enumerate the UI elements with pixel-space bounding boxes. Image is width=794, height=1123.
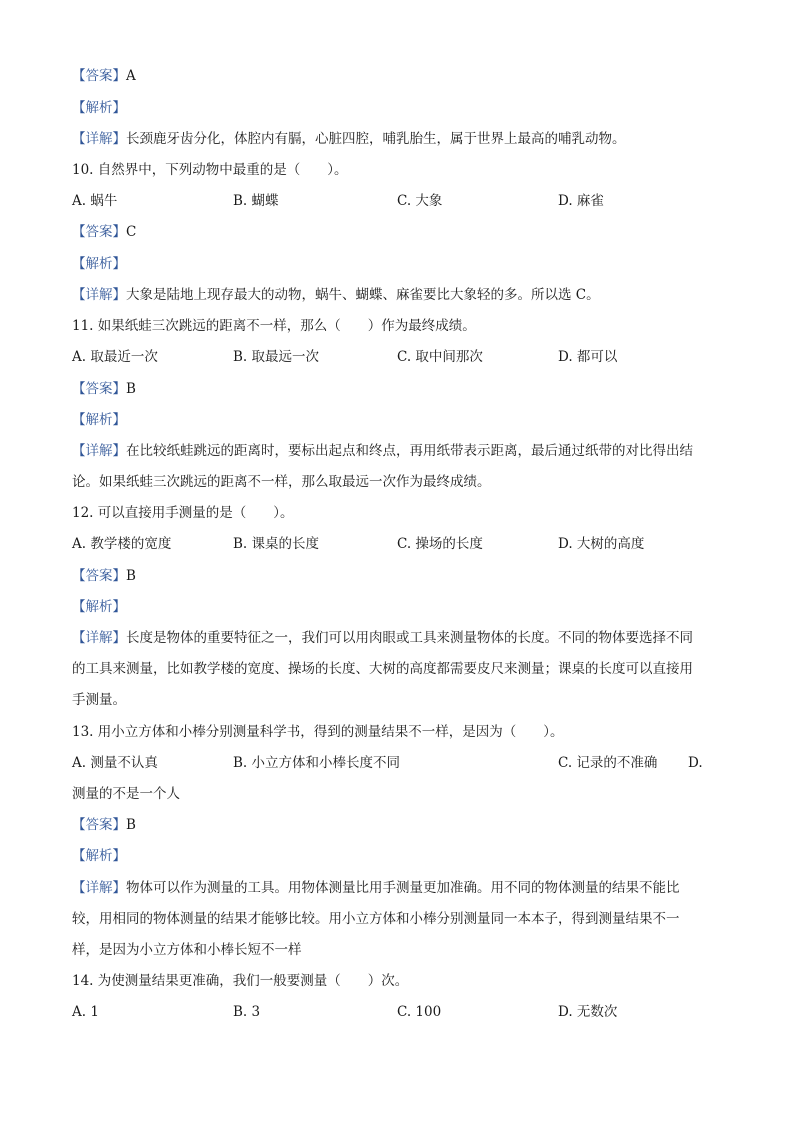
answer-label: 【答案】: [72, 224, 126, 240]
answer-label: 【答案】: [72, 381, 126, 397]
option-d: D. 麻雀: [558, 193, 604, 209]
detail-label: 【详解】: [72, 287, 126, 303]
option-d: D. 都可以: [558, 349, 618, 365]
option-a: A. 1: [72, 1004, 99, 1020]
analysis-label-q11: 【解析】: [72, 412, 126, 428]
question-13: 13. 用小立方体和小棒分别测量科学书，得到的测量结果不一样，是因为（ ）。: [72, 724, 564, 740]
question-12: 12. 可以直接用手测量的是（ ）。: [72, 505, 294, 521]
option-b: B. 课桌的长度: [233, 536, 320, 552]
option-b: B. 取最远一次: [233, 349, 320, 365]
answer-line-q13: [72, 815, 136, 835]
answer-value: B: [126, 817, 136, 833]
option-b: B. 3: [233, 1004, 261, 1020]
option-d: D.: [688, 755, 703, 771]
answer-value: B: [126, 381, 136, 397]
detail-text: 长度是物体的重要特征之一，我们可以用肉眼或工具来测量物体的长度。不同的物体要选择不同: [126, 630, 693, 646]
detail-line-q9: [72, 129, 626, 149]
answer-label: 【答案】: [72, 817, 126, 833]
option-d-text: 测量的不是一个人: [72, 786, 180, 802]
detail-label: 【详解】: [72, 630, 126, 646]
question-14: 14. 为使测量结果更准确，我们一般要测量（ ）次。: [72, 973, 409, 989]
answer-line-q12: [72, 566, 136, 586]
detail-line-q12: [72, 628, 693, 648]
analysis-label-q12: 【解析】: [72, 599, 126, 615]
analysis-label-q13: 【解析】: [72, 848, 126, 864]
answer-value: B: [126, 568, 136, 584]
option-d: D. 大树的高度: [558, 536, 645, 552]
detail-text-continued: 样，是因为小立方体和小棒长短不一样: [72, 942, 302, 958]
detail-text: 长颈鹿牙齿分化，体腔内有膈，心脏四腔，哺乳胎生，属于世界上最高的哺乳动物。: [126, 131, 626, 147]
detail-text-continued: 较，用相同的物体测量的结果才能够比较。用小立方体和小棒分别测量同一本本子，得到测量结果不一: [72, 911, 680, 927]
option-a: A. 蜗牛: [72, 193, 118, 209]
detail-line-q13: [72, 878, 680, 898]
detail-text: 物体可以作为测量的工具。用物体测量比用手测量更加准确。用不同的物体测量的结果不能比: [126, 880, 680, 896]
option-a: A. 测量不认真: [72, 755, 158, 771]
question-11: 11. 如果纸蛙三次跳远的距离不一样，那么（ ）作为最终成绩。: [72, 318, 476, 334]
options-q13: [72, 753, 732, 773]
option-c: C. 100: [397, 1004, 442, 1020]
options-q11: [72, 347, 732, 367]
detail-text-continued: 论。如果纸蛙三次跳远的距离不一样，那么取最远一次作为最终成绩。: [72, 474, 491, 490]
option-b: B. 蝴蝶: [233, 193, 279, 209]
detail-text: 大象是陆地上现存最大的动物，蜗牛、蝴蝶、麻雀要比大象轻的多。所以选 C。: [126, 287, 600, 303]
detail-label: 【详解】: [72, 443, 126, 459]
answer-line-q9: [72, 66, 136, 86]
answer-label: 【答案】: [72, 68, 126, 84]
options-q14: [72, 1002, 732, 1022]
detail-text-continued: 手测量。: [72, 692, 126, 708]
option-c: C. 记录的不准确: [558, 755, 658, 771]
option-c: C. 大象: [397, 193, 443, 209]
question-10: 10. 自然界中，下列动物中最重的是（ ）。: [72, 162, 348, 178]
answer-line-q10: [72, 222, 136, 242]
detail-label: 【详解】: [72, 880, 126, 896]
detail-text-continued: 的工具来测量，比如教学楼的宽度、操场的长度、大树的高度都需要皮尺来测量；课桌的长度可以直接用: [72, 661, 693, 677]
detail-label: 【详解】: [72, 131, 126, 147]
analysis-label-q10: 【解析】: [72, 256, 126, 272]
option-a: A. 教学楼的宽度: [72, 536, 172, 552]
answer-value: A: [126, 68, 136, 84]
option-c: C. 取中间那次: [397, 349, 483, 365]
option-c: C. 操场的长度: [397, 536, 483, 552]
answer-label: 【答案】: [72, 568, 126, 584]
options-q10: [72, 191, 732, 211]
answer-line-q11: [72, 379, 136, 399]
detail-text: 在比较纸蛙跳远的距离时，要标出起点和终点，再用纸带表示距离，最后通过纸带的对比得出结: [126, 443, 693, 459]
option-a: A. 取最近一次: [72, 349, 158, 365]
answer-value: C: [126, 224, 137, 240]
options-q12: [72, 534, 732, 554]
option-d: D. 无数次: [558, 1004, 618, 1020]
detail-line-q10: [72, 285, 600, 305]
analysis-label-q9: 【解析】: [72, 100, 126, 116]
option-b: B. 小立方体和小棒长度不同: [233, 755, 401, 771]
detail-line-q11: [72, 441, 693, 461]
